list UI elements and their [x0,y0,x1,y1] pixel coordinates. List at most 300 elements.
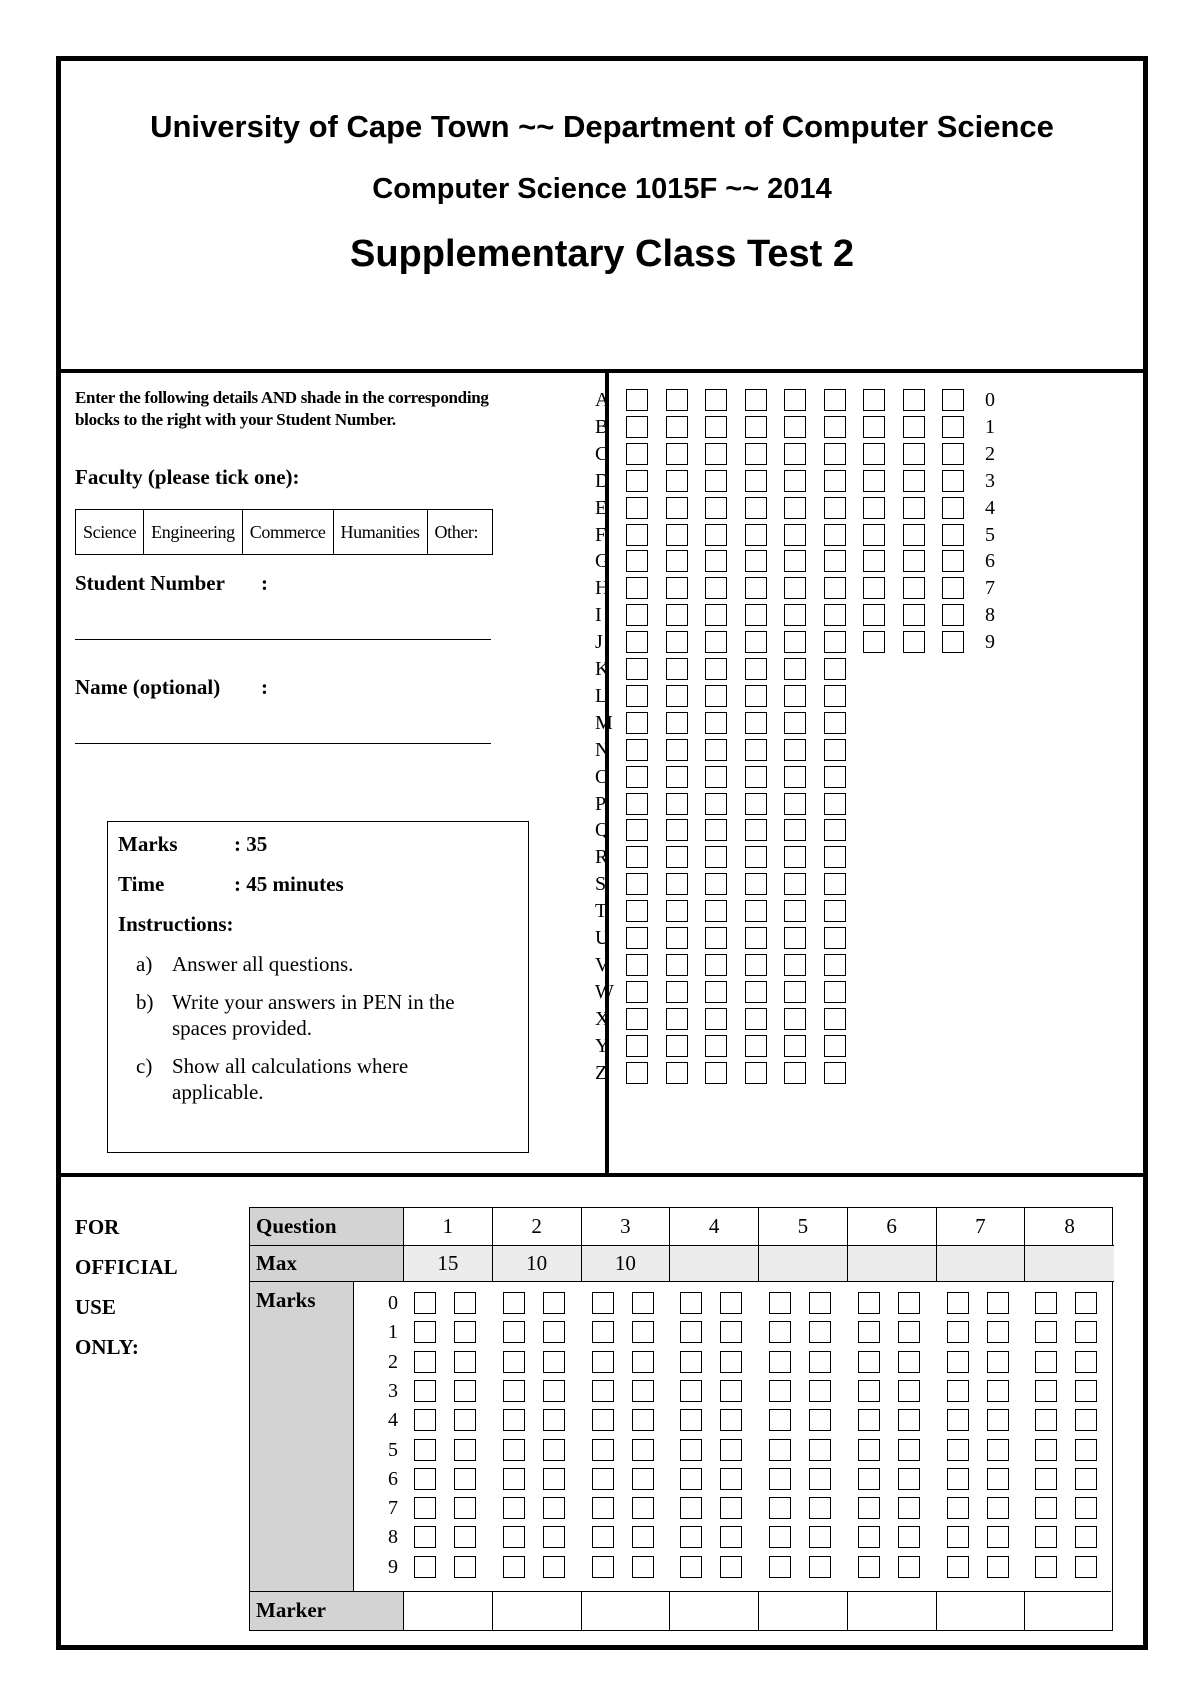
student-bubble-d-8[interactable] [903,470,925,492]
mark-bubble-q6-tens-2[interactable] [858,1351,880,1373]
mark-bubble-q1-units-5[interactable] [454,1439,476,1461]
mark-bubble-q5-units-7[interactable] [809,1497,831,1519]
student-bubble-n-3[interactable] [705,739,727,761]
mark-bubble-q4-tens-1[interactable] [680,1321,702,1343]
student-bubble-e-1[interactable] [626,497,648,519]
mark-bubble-q2-tens-4[interactable] [503,1409,525,1431]
student-bubble-c-4[interactable] [745,443,767,465]
student-bubble-q-2[interactable] [666,819,688,841]
student-bubble-j-8[interactable] [903,631,925,653]
mark-bubble-q7-tens-8[interactable] [947,1526,969,1548]
student-bubble-k-2[interactable] [666,658,688,680]
mark-bubble-q6-units-5[interactable] [898,1439,920,1461]
student-bubble-b-3[interactable] [705,416,727,438]
student-bubble-t-2[interactable] [666,900,688,922]
student-bubble-f-5[interactable] [784,524,806,546]
student-bubble-g-6[interactable] [824,550,846,572]
student-bubble-n-2[interactable] [666,739,688,761]
student-bubble-b-2[interactable] [666,416,688,438]
student-bubble-f-7[interactable] [863,524,885,546]
student-bubble-b-9[interactable] [942,416,964,438]
mark-bubble-q3-units-8[interactable] [632,1526,654,1548]
student-bubble-n-6[interactable] [824,739,846,761]
student-bubble-a-9[interactable] [942,389,964,411]
mark-bubble-q8-units-6[interactable] [1075,1468,1097,1490]
student-bubble-h-5[interactable] [784,577,806,599]
mark-bubble-q6-units-6[interactable] [898,1468,920,1490]
mark-bubble-q1-units-9[interactable] [454,1556,476,1578]
mark-bubble-q6-tens-9[interactable] [858,1556,880,1578]
student-bubble-b-4[interactable] [745,416,767,438]
student-bubble-m-5[interactable] [784,712,806,734]
student-bubble-d-5[interactable] [784,470,806,492]
mark-bubble-q5-tens-7[interactable] [769,1497,791,1519]
student-bubble-i-6[interactable] [824,604,846,626]
mark-bubble-q8-tens-3[interactable] [1035,1380,1057,1402]
student-bubble-d-7[interactable] [863,470,885,492]
mark-bubble-q7-units-9[interactable] [987,1556,1009,1578]
student-bubble-o-5[interactable] [784,766,806,788]
mark-bubble-q3-units-5[interactable] [632,1439,654,1461]
mark-bubble-q8-tens-4[interactable] [1035,1409,1057,1431]
student-bubble-w-2[interactable] [666,981,688,1003]
student-bubble-v-3[interactable] [705,954,727,976]
student-bubble-w-4[interactable] [745,981,767,1003]
mark-bubble-q8-tens-6[interactable] [1035,1468,1057,1490]
student-bubble-s-2[interactable] [666,873,688,895]
mark-bubble-q5-units-0[interactable] [809,1292,831,1314]
student-bubble-f-4[interactable] [745,524,767,546]
student-bubble-l-6[interactable] [824,685,846,707]
mark-bubble-q8-units-2[interactable] [1075,1351,1097,1373]
student-bubble-x-1[interactable] [626,1008,648,1030]
student-bubble-p-3[interactable] [705,793,727,815]
mark-bubble-q1-tens-7[interactable] [414,1497,436,1519]
mark-bubble-q7-tens-0[interactable] [947,1292,969,1314]
student-bubble-y-6[interactable] [824,1035,846,1057]
mark-bubble-q2-units-5[interactable] [543,1439,565,1461]
mark-bubble-q3-tens-1[interactable] [592,1321,614,1343]
faculty-commerce[interactable]: Commerce [242,510,333,555]
mark-bubble-q1-tens-1[interactable] [414,1321,436,1343]
faculty-other[interactable]: Other: [427,510,493,555]
student-bubble-v-1[interactable] [626,954,648,976]
mark-bubble-q3-units-0[interactable] [632,1292,654,1314]
mark-bubble-q4-units-9[interactable] [720,1556,742,1578]
student-bubble-f-9[interactable] [942,524,964,546]
student-bubble-d-4[interactable] [745,470,767,492]
student-bubble-a-7[interactable] [863,389,885,411]
student-bubble-z-5[interactable] [784,1062,806,1084]
student-bubble-r-3[interactable] [705,846,727,868]
student-bubble-x-6[interactable] [824,1008,846,1030]
student-bubble-x-4[interactable] [745,1008,767,1030]
student-bubble-h-4[interactable] [745,577,767,599]
mark-bubble-q2-tens-5[interactable] [503,1439,525,1461]
student-bubble-o-1[interactable] [626,766,648,788]
faculty-science[interactable]: Science [76,510,144,555]
student-bubble-w-1[interactable] [626,981,648,1003]
marker-cell-3[interactable] [582,1592,671,1630]
student-bubble-e-7[interactable] [863,497,885,519]
student-bubble-q-3[interactable] [705,819,727,841]
mark-bubble-q4-tens-0[interactable] [680,1292,702,1314]
student-bubble-t-5[interactable] [784,900,806,922]
student-bubble-i-1[interactable] [626,604,648,626]
mark-bubble-q2-units-8[interactable] [543,1526,565,1548]
student-bubble-m-2[interactable] [666,712,688,734]
student-bubble-o-6[interactable] [824,766,846,788]
mark-bubble-q2-units-1[interactable] [543,1321,565,1343]
mark-bubble-q5-tens-3[interactable] [769,1380,791,1402]
mark-bubble-q6-units-4[interactable] [898,1409,920,1431]
mark-bubble-q3-tens-5[interactable] [592,1439,614,1461]
mark-bubble-q7-tens-6[interactable] [947,1468,969,1490]
student-bubble-s-3[interactable] [705,873,727,895]
student-bubble-c-9[interactable] [942,443,964,465]
mark-bubble-q3-units-9[interactable] [632,1556,654,1578]
student-bubble-j-2[interactable] [666,631,688,653]
student-bubble-i-3[interactable] [705,604,727,626]
student-bubble-v-2[interactable] [666,954,688,976]
mark-bubble-q6-units-8[interactable] [898,1526,920,1548]
mark-bubble-q2-units-2[interactable] [543,1351,565,1373]
mark-bubble-q4-units-4[interactable] [720,1409,742,1431]
mark-bubble-q2-tens-2[interactable] [503,1351,525,1373]
mark-bubble-q7-units-5[interactable] [987,1439,1009,1461]
mark-bubble-q6-tens-8[interactable] [858,1526,880,1548]
student-bubble-h-2[interactable] [666,577,688,599]
student-bubble-l-2[interactable] [666,685,688,707]
mark-bubble-q2-tens-3[interactable] [503,1380,525,1402]
mark-bubble-q7-units-1[interactable] [987,1321,1009,1343]
marker-cell-6[interactable] [848,1592,937,1630]
mark-bubble-q2-units-6[interactable] [543,1468,565,1490]
student-bubble-d-3[interactable] [705,470,727,492]
student-bubble-u-5[interactable] [784,927,806,949]
mark-bubble-q5-tens-5[interactable] [769,1439,791,1461]
mark-bubble-q1-tens-6[interactable] [414,1468,436,1490]
mark-bubble-q2-units-4[interactable] [543,1409,565,1431]
mark-bubble-q8-units-0[interactable] [1075,1292,1097,1314]
mark-bubble-q5-tens-9[interactable] [769,1556,791,1578]
mark-bubble-q5-units-1[interactable] [809,1321,831,1343]
mark-bubble-q6-units-2[interactable] [898,1351,920,1373]
mark-bubble-q4-units-8[interactable] [720,1526,742,1548]
student-bubble-m-6[interactable] [824,712,846,734]
student-bubble-r-1[interactable] [626,846,648,868]
mark-bubble-q2-tens-6[interactable] [503,1468,525,1490]
student-bubble-b-6[interactable] [824,416,846,438]
student-bubble-e-6[interactable] [824,497,846,519]
mark-bubble-q7-units-0[interactable] [987,1292,1009,1314]
student-bubble-y-4[interactable] [745,1035,767,1057]
mark-bubble-q6-units-9[interactable] [898,1556,920,1578]
student-bubble-t-3[interactable] [705,900,727,922]
student-bubble-u-4[interactable] [745,927,767,949]
student-bubble-u-1[interactable] [626,927,648,949]
student-bubble-h-9[interactable] [942,577,964,599]
mark-bubble-q7-units-8[interactable] [987,1526,1009,1548]
student-bubble-g-9[interactable] [942,550,964,572]
student-bubble-x-2[interactable] [666,1008,688,1030]
student-bubble-b-7[interactable] [863,416,885,438]
mark-bubble-q4-units-5[interactable] [720,1439,742,1461]
mark-bubble-q7-tens-2[interactable] [947,1351,969,1373]
student-bubble-c-2[interactable] [666,443,688,465]
mark-bubble-q5-tens-8[interactable] [769,1526,791,1548]
student-bubble-b-1[interactable] [626,416,648,438]
mark-bubble-q2-units-0[interactable] [543,1292,565,1314]
mark-bubble-q4-tens-3[interactable] [680,1380,702,1402]
student-bubble-d-1[interactable] [626,470,648,492]
mark-bubble-q7-tens-4[interactable] [947,1409,969,1431]
student-bubble-s-4[interactable] [745,873,767,895]
mark-bubble-q6-units-1[interactable] [898,1321,920,1343]
mark-bubble-q3-units-3[interactable] [632,1380,654,1402]
marker-cell-4[interactable] [670,1592,759,1630]
mark-bubble-q5-tens-2[interactable] [769,1351,791,1373]
mark-bubble-q6-units-0[interactable] [898,1292,920,1314]
mark-bubble-q7-units-4[interactable] [987,1409,1009,1431]
mark-bubble-q1-units-2[interactable] [454,1351,476,1373]
student-bubble-z-1[interactable] [626,1062,648,1084]
mark-bubble-q6-tens-6[interactable] [858,1468,880,1490]
student-bubble-z-3[interactable] [705,1062,727,1084]
mark-bubble-q5-units-5[interactable] [809,1439,831,1461]
marker-cell-8[interactable] [1025,1592,1114,1630]
mark-bubble-q3-tens-4[interactable] [592,1409,614,1431]
student-bubble-c-5[interactable] [784,443,806,465]
student-bubble-a-1[interactable] [626,389,648,411]
student-bubble-l-3[interactable] [705,685,727,707]
student-bubble-c-8[interactable] [903,443,925,465]
student-bubble-g-7[interactable] [863,550,885,572]
mark-bubble-q4-units-1[interactable] [720,1321,742,1343]
student-bubble-v-4[interactable] [745,954,767,976]
student-bubble-o-4[interactable] [745,766,767,788]
mark-bubble-q1-units-4[interactable] [454,1409,476,1431]
student-bubble-g-3[interactable] [705,550,727,572]
student-bubble-f-1[interactable] [626,524,648,546]
mark-bubble-q3-tens-2[interactable] [592,1351,614,1373]
student-bubble-k-6[interactable] [824,658,846,680]
student-bubble-t-6[interactable] [824,900,846,922]
mark-bubble-q1-units-0[interactable] [454,1292,476,1314]
mark-bubble-q4-tens-8[interactable] [680,1526,702,1548]
student-bubble-h-8[interactable] [903,577,925,599]
mark-bubble-q7-units-3[interactable] [987,1380,1009,1402]
student-bubble-p-4[interactable] [745,793,767,815]
mark-bubble-q6-tens-4[interactable] [858,1409,880,1431]
mark-bubble-q2-tens-8[interactable] [503,1526,525,1548]
student-bubble-i-4[interactable] [745,604,767,626]
mark-bubble-q2-units-3[interactable] [543,1380,565,1402]
student-bubble-v-6[interactable] [824,954,846,976]
mark-bubble-q3-units-4[interactable] [632,1409,654,1431]
mark-bubble-q8-tens-0[interactable] [1035,1292,1057,1314]
student-bubble-y-5[interactable] [784,1035,806,1057]
student-bubble-q-4[interactable] [745,819,767,841]
student-bubble-w-3[interactable] [705,981,727,1003]
mark-bubble-q5-units-8[interactable] [809,1526,831,1548]
mark-bubble-q8-tens-2[interactable] [1035,1351,1057,1373]
student-bubble-e-9[interactable] [942,497,964,519]
mark-bubble-q7-units-2[interactable] [987,1351,1009,1373]
student-bubble-c-6[interactable] [824,443,846,465]
mark-bubble-q5-units-4[interactable] [809,1409,831,1431]
student-bubble-i-7[interactable] [863,604,885,626]
student-bubble-f-6[interactable] [824,524,846,546]
student-bubble-o-2[interactable] [666,766,688,788]
student-bubble-r-5[interactable] [784,846,806,868]
student-bubble-g-1[interactable] [626,550,648,572]
mark-bubble-q1-units-7[interactable] [454,1497,476,1519]
mark-bubble-q7-tens-7[interactable] [947,1497,969,1519]
mark-bubble-q2-units-9[interactable] [543,1556,565,1578]
student-bubble-a-5[interactable] [784,389,806,411]
student-bubble-j-1[interactable] [626,631,648,653]
student-bubble-q-1[interactable] [626,819,648,841]
student-bubble-e-3[interactable] [705,497,727,519]
student-bubble-b-5[interactable] [784,416,806,438]
student-bubble-j-3[interactable] [705,631,727,653]
student-bubble-c-1[interactable] [626,443,648,465]
mark-bubble-q5-tens-0[interactable] [769,1292,791,1314]
mark-bubble-q8-units-8[interactable] [1075,1526,1097,1548]
marker-cell-2[interactable] [493,1592,582,1630]
student-bubble-f-2[interactable] [666,524,688,546]
marker-cell-1[interactable] [404,1592,493,1630]
mark-bubble-q7-tens-9[interactable] [947,1556,969,1578]
mark-bubble-q7-units-6[interactable] [987,1468,1009,1490]
student-bubble-d-2[interactable] [666,470,688,492]
mark-bubble-q4-units-7[interactable] [720,1497,742,1519]
mark-bubble-q3-units-2[interactable] [632,1351,654,1373]
student-bubble-q-5[interactable] [784,819,806,841]
mark-bubble-q5-tens-6[interactable] [769,1468,791,1490]
mark-bubble-q6-units-3[interactable] [898,1380,920,1402]
student-bubble-l-4[interactable] [745,685,767,707]
mark-bubble-q4-units-6[interactable] [720,1468,742,1490]
mark-bubble-q8-units-3[interactable] [1075,1380,1097,1402]
mark-bubble-q8-tens-9[interactable] [1035,1556,1057,1578]
mark-bubble-q4-tens-2[interactable] [680,1351,702,1373]
mark-bubble-q8-units-9[interactable] [1075,1556,1097,1578]
student-bubble-t-4[interactable] [745,900,767,922]
student-bubble-x-3[interactable] [705,1008,727,1030]
mark-bubble-q8-units-1[interactable] [1075,1321,1097,1343]
student-bubble-f-8[interactable] [903,524,925,546]
student-bubble-k-1[interactable] [626,658,648,680]
mark-bubble-q8-tens-5[interactable] [1035,1439,1057,1461]
student-bubble-h-7[interactable] [863,577,885,599]
mark-bubble-q2-tens-7[interactable] [503,1497,525,1519]
student-bubble-k-4[interactable] [745,658,767,680]
mark-bubble-q1-units-8[interactable] [454,1526,476,1548]
student-bubble-r-2[interactable] [666,846,688,868]
student-bubble-x-5[interactable] [784,1008,806,1030]
student-bubble-j-5[interactable] [784,631,806,653]
mark-bubble-q1-tens-9[interactable] [414,1556,436,1578]
student-bubble-p-6[interactable] [824,793,846,815]
mark-bubble-q5-tens-1[interactable] [769,1321,791,1343]
mark-bubble-q5-units-2[interactable] [809,1351,831,1373]
student-bubble-n-4[interactable] [745,739,767,761]
student-bubble-h-6[interactable] [824,577,846,599]
mark-bubble-q5-units-9[interactable] [809,1556,831,1578]
student-bubble-b-8[interactable] [903,416,925,438]
mark-bubble-q6-tens-1[interactable] [858,1321,880,1343]
mark-bubble-q7-tens-5[interactable] [947,1439,969,1461]
student-bubble-e-8[interactable] [903,497,925,519]
student-bubble-a-8[interactable] [903,389,925,411]
mark-bubble-q3-units-1[interactable] [632,1321,654,1343]
student-bubble-k-3[interactable] [705,658,727,680]
mark-bubble-q4-tens-9[interactable] [680,1556,702,1578]
student-bubble-g-2[interactable] [666,550,688,572]
student-bubble-i-2[interactable] [666,604,688,626]
mark-bubble-q1-units-6[interactable] [454,1468,476,1490]
mark-bubble-q7-tens-3[interactable] [947,1380,969,1402]
mark-bubble-q5-units-3[interactable] [809,1380,831,1402]
mark-bubble-q4-tens-7[interactable] [680,1497,702,1519]
student-bubble-i-8[interactable] [903,604,925,626]
mark-bubble-q3-tens-7[interactable] [592,1497,614,1519]
mark-bubble-q8-units-4[interactable] [1075,1409,1097,1431]
mark-bubble-q3-units-7[interactable] [632,1497,654,1519]
student-bubble-z-6[interactable] [824,1062,846,1084]
mark-bubble-q6-tens-5[interactable] [858,1439,880,1461]
student-bubble-q-6[interactable] [824,819,846,841]
student-bubble-p-2[interactable] [666,793,688,815]
student-bubble-m-4[interactable] [745,712,767,734]
mark-bubble-q6-tens-0[interactable] [858,1292,880,1314]
marker-cell-7[interactable] [937,1592,1026,1630]
student-bubble-w-5[interactable] [784,981,806,1003]
student-bubble-r-6[interactable] [824,846,846,868]
mark-bubble-q4-tens-6[interactable] [680,1468,702,1490]
mark-bubble-q1-tens-5[interactable] [414,1439,436,1461]
mark-bubble-q3-units-6[interactable] [632,1468,654,1490]
student-bubble-c-7[interactable] [863,443,885,465]
student-bubble-u-3[interactable] [705,927,727,949]
student-bubble-d-6[interactable] [824,470,846,492]
student-bubble-u-6[interactable] [824,927,846,949]
student-bubble-m-1[interactable] [626,712,648,734]
student-bubble-t-1[interactable] [626,900,648,922]
student-bubble-a-4[interactable] [745,389,767,411]
mark-bubble-q4-tens-5[interactable] [680,1439,702,1461]
mark-bubble-q4-tens-4[interactable] [680,1409,702,1431]
student-bubble-z-2[interactable] [666,1062,688,1084]
student-bubble-y-1[interactable] [626,1035,648,1057]
student-bubble-i-5[interactable] [784,604,806,626]
student-bubble-z-4[interactable] [745,1062,767,1084]
student-bubble-c-3[interactable] [705,443,727,465]
mark-bubble-q5-tens-4[interactable] [769,1409,791,1431]
mark-bubble-q1-tens-0[interactable] [414,1292,436,1314]
mark-bubble-q6-tens-3[interactable] [858,1380,880,1402]
student-bubble-s-6[interactable] [824,873,846,895]
student-bubble-l-5[interactable] [784,685,806,707]
mark-bubble-q1-tens-8[interactable] [414,1526,436,1548]
student-bubble-o-3[interactable] [705,766,727,788]
mark-bubble-q3-tens-8[interactable] [592,1526,614,1548]
student-bubble-n-5[interactable] [784,739,806,761]
mark-bubble-q8-tens-8[interactable] [1035,1526,1057,1548]
mark-bubble-q4-units-3[interactable] [720,1380,742,1402]
